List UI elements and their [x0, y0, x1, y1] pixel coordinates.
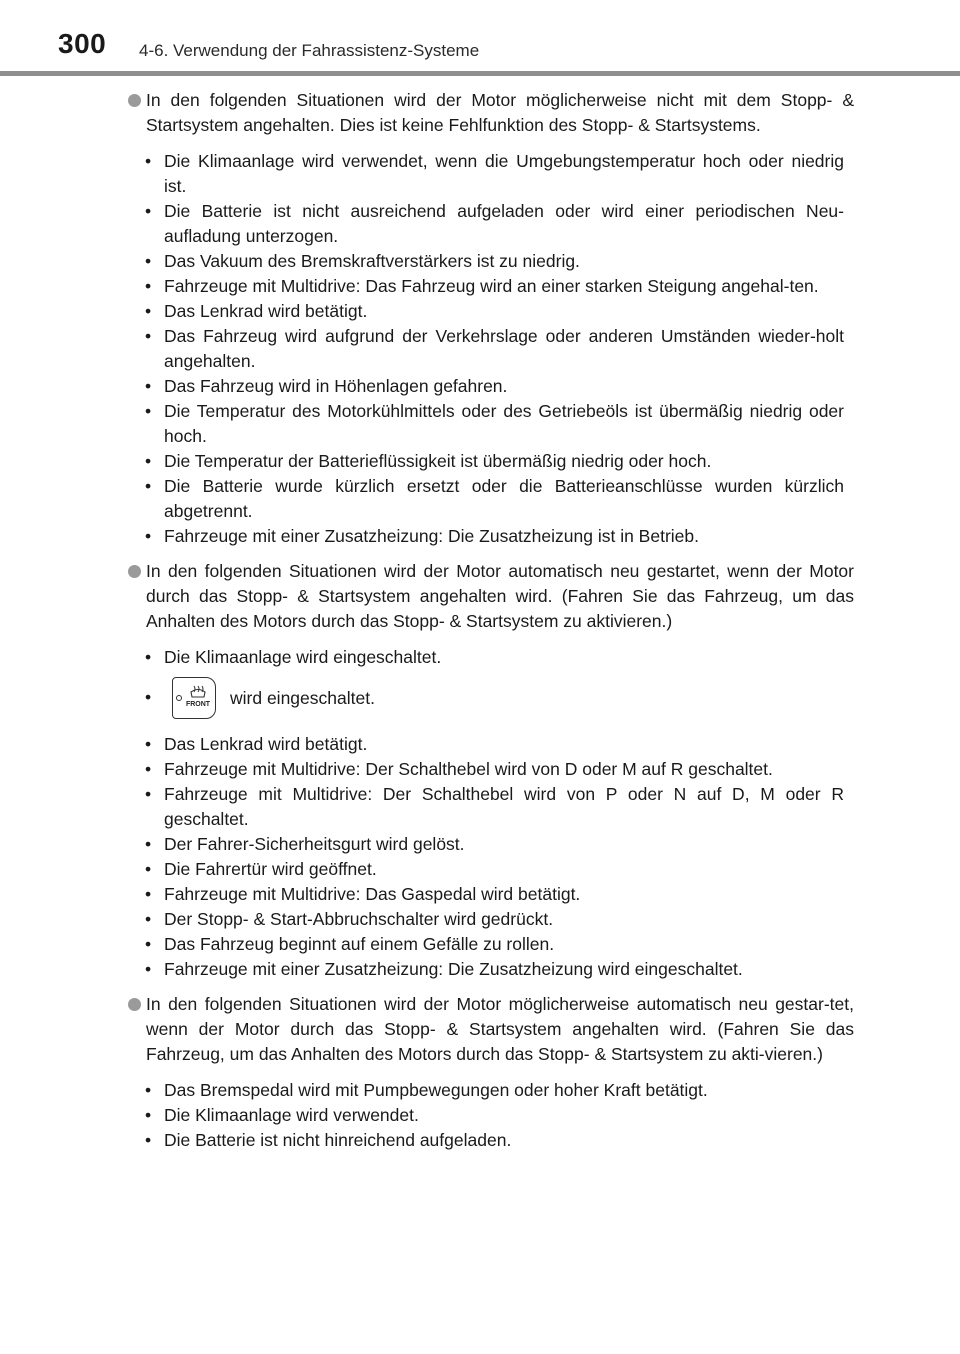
list-item: • Fahrzeuge mit einer Zusatzheizung: Die Zusatzheizung ist in Betrieb.	[145, 526, 699, 546]
section-intro-text: In den folgenden Situationen wird der Motor möglicherweise automatisch neu gestar-tet, wenn der Motor durch das Stopp- & Startsystem angehalten wird. (Fahren Sie das Fahrzeug, um das Anhalten des Motors durch das Stopp- & Startsystem zu akti-vieren.)	[146, 994, 854, 1064]
page-number: 300	[58, 28, 107, 59]
list-item: • Das Fahrzeug beginnt auf einem Gefälle zu rollen.	[145, 934, 555, 954]
section-intro	[128, 88, 854, 138]
list-item: • Der Fahrer-Sicherheitsgurt wird gelöst.	[145, 834, 465, 854]
list-item: • Das Fahrzeug wird in Höhenlagen gefahren.	[145, 376, 508, 396]
section-intro-text: In den folgenden Situationen wird der Motor automatisch neu gestartet, wenn der Motor durch das Stopp- & Startsystem angehalten wird. (Fahren Sie das Fahrzeug, um das Anhalten des Motors durch das Stopp- & Startsystem zu aktivieren.)	[146, 561, 854, 631]
list-item: • Die Klimaanlage wird verwendet, wenn die Umgebungstemperatur hoch oder niedrig ist.	[145, 151, 844, 196]
possible-restart-list	[128, 1078, 854, 1153]
list-item: • Fahrzeuge mit Multidrive: Der Schalthebel wird von D oder M auf R geschaltet.	[145, 759, 773, 779]
circle-bullet-icon	[128, 998, 141, 1011]
list-item-with-button: • FRONT wird eingeschaltet.	[128, 676, 854, 720]
list-item: • Das Lenkrad wird betätigt.	[145, 734, 368, 754]
front-defroster-button-icon	[172, 677, 216, 719]
list-item: • Das Lenkrad wird betätigt.	[145, 301, 368, 321]
list-item: • Fahrzeuge mit einer Zusatzheizung: Die Zusatzheizung wird eingeschaltet.	[145, 959, 743, 979]
list-item: • Die Fahrertür wird geöffnet.	[145, 859, 377, 879]
list-item: • Der Stopp- & Start-Abbruchschalter wird gedrückt.	[145, 909, 554, 929]
section-intro-text: In den folgenden Situationen wird der Motor möglicherweise nicht mit dem Stopp- & Startsystem angehalten. Dies ist keine Fehlfunktion des Stopp- & Startsystems.	[146, 90, 854, 135]
list-item: • Die Batterie ist nicht hinreichend aufgeladen.	[145, 1130, 512, 1150]
svg-text:FRONT: FRONT	[185, 701, 211, 708]
list-item: • Das Vakuum des Bremskraftverstärkers ist zu niedrig.	[145, 251, 580, 271]
header-divider	[0, 71, 960, 76]
list-item: • Die Batterie wurde kürzlich ersetzt oder die Batterieanschlüsse wurden kürzlich abgetrennt.	[145, 476, 844, 521]
condition-list	[128, 149, 854, 549]
list-item: • Das Bremspedal wird mit Pumpbewegungen oder hoher Kraft betätigt.	[145, 1080, 708, 1100]
section-title: 4-6. Verwendung der Fahrassistenz-Systeme	[139, 41, 480, 60]
list-item: • Die Temperatur der Batterieflüssigkeit ist übermäßig niedrig oder hoch.	[145, 451, 712, 471]
page-header	[0, 0, 960, 80]
section-intro	[128, 559, 854, 634]
list-item: • Fahrzeuge mit Multidrive: Der Schalthebel wird von P oder N auf D, M oder R geschaltet.	[145, 784, 844, 829]
restart-condition-list	[128, 645, 854, 982]
list-item: • Fahrzeuge mit Multidrive: Das Fahrzeug wird an einer starken Steigung angehal-ten.	[145, 276, 819, 296]
circle-bullet-icon	[128, 94, 141, 107]
list-item: • Die Temperatur des Motorkühlmittels oder des Getriebeöls ist übermäßig niedrig oder hoch.	[145, 401, 844, 446]
section-intro	[128, 992, 854, 1067]
list-item: • Das Fahrzeug wird aufgrund der Verkehrslage oder anderen Umständen wieder-holt angehalten.	[145, 326, 844, 371]
page-content	[128, 88, 854, 1163]
circle-bullet-icon	[128, 565, 141, 578]
list-item: • Die Klimaanlage wird verwendet.	[145, 1105, 419, 1125]
list-item: • Die Batterie ist nicht ausreichend aufgeladen oder wird einer periodischen Neu-aufladung unterzogen.	[145, 201, 844, 246]
list-item: • Die Klimaanlage wird eingeschaltet.	[145, 647, 442, 667]
list-item: • Fahrzeuge mit Multidrive: Das Gaspedal wird betätigt.	[145, 884, 581, 904]
